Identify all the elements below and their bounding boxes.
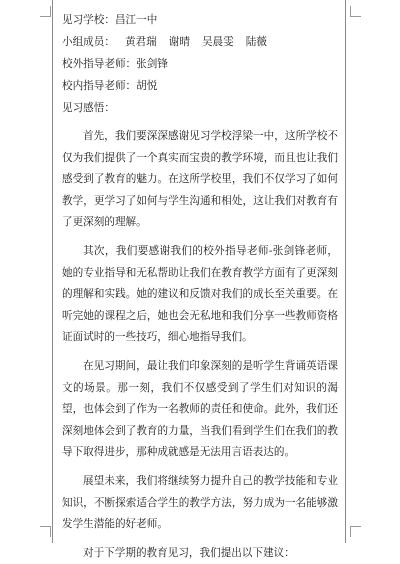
report-content — [62, 10, 338, 564]
reflection-label: 见习感悟： — [62, 102, 115, 114]
paragraph: 首先，我们要深深感谢见习学校浮梁一中，这所学校不仅为我们提供了一个真实而宝贵的教学环境，而且也让我们感受到了教育的魅力。在这所学校里，我们不仅学习了如何教学，更学习了如何与学生沟通和相处，这让我们对教育有了更深刻的理解。 — [62, 130, 338, 229]
paragraph: 对于下学期的教育见习，我们提出以下建议： — [83, 546, 295, 559]
school-value: 昌江一中 — [114, 14, 158, 26]
members-label: 小组成员： — [62, 36, 115, 48]
crop-mark-top-right — [350, 6, 361, 17]
paragraph: 在见习期间，最让我们印象深刻的是听学生背诵英语课文的场景。那一刻，我们不仅感受到了学生们对知识的渴望，也体会到了作为一名教师的责任和使命。此外，我们还深刻地体会到了教育的力量，当我们看到学生们在我们的教导下取得进步，那种成就感是无法用言语表达的。 — [62, 359, 338, 459]
internal-mentor-label: 校内指导老师： — [62, 80, 137, 92]
external-mentor-row — [62, 54, 338, 76]
reflection-heading — [62, 98, 338, 120]
member-name: 谢晴 — [168, 36, 190, 48]
crop-mark-bottom-right — [350, 526, 361, 537]
members-row — [62, 32, 338, 54]
paragraph: 展望未来，我们将继续努力提升自己的教学技能和专业知识，不断探索适合学生的教学方法，努力成为一名能够激发学生潜能的好老师。 — [62, 474, 338, 531]
school-label: 见习学校： — [62, 14, 115, 26]
external-mentor-label: 校外指导老师： — [62, 58, 137, 70]
crop-mark-top-left — [40, 6, 51, 17]
paragraph: 其次，我们要感谢我们的校外指导老师-张剑锋老师，她的专业指导和无私帮助让我们在教育教学方面有了更深刻的理解和实践。她的建议和反馈对我们的成长至关重要。在听完她的课程之后，她也会无私地和我们分享一些教师资格证面试时的一些技巧，细心地指导我们。 — [62, 244, 338, 344]
member-name: 黄君瑞 — [124, 36, 157, 48]
crop-mark-bottom-left — [40, 526, 51, 537]
internal-mentor-value: 胡悦 — [136, 80, 158, 92]
internal-mentor-row — [62, 76, 338, 98]
external-mentor-value: 张剑锋 — [136, 58, 168, 70]
member-name: 吴晨雯 — [201, 36, 234, 48]
school-row — [62, 10, 338, 32]
member-name: 陆薇 — [245, 36, 267, 48]
